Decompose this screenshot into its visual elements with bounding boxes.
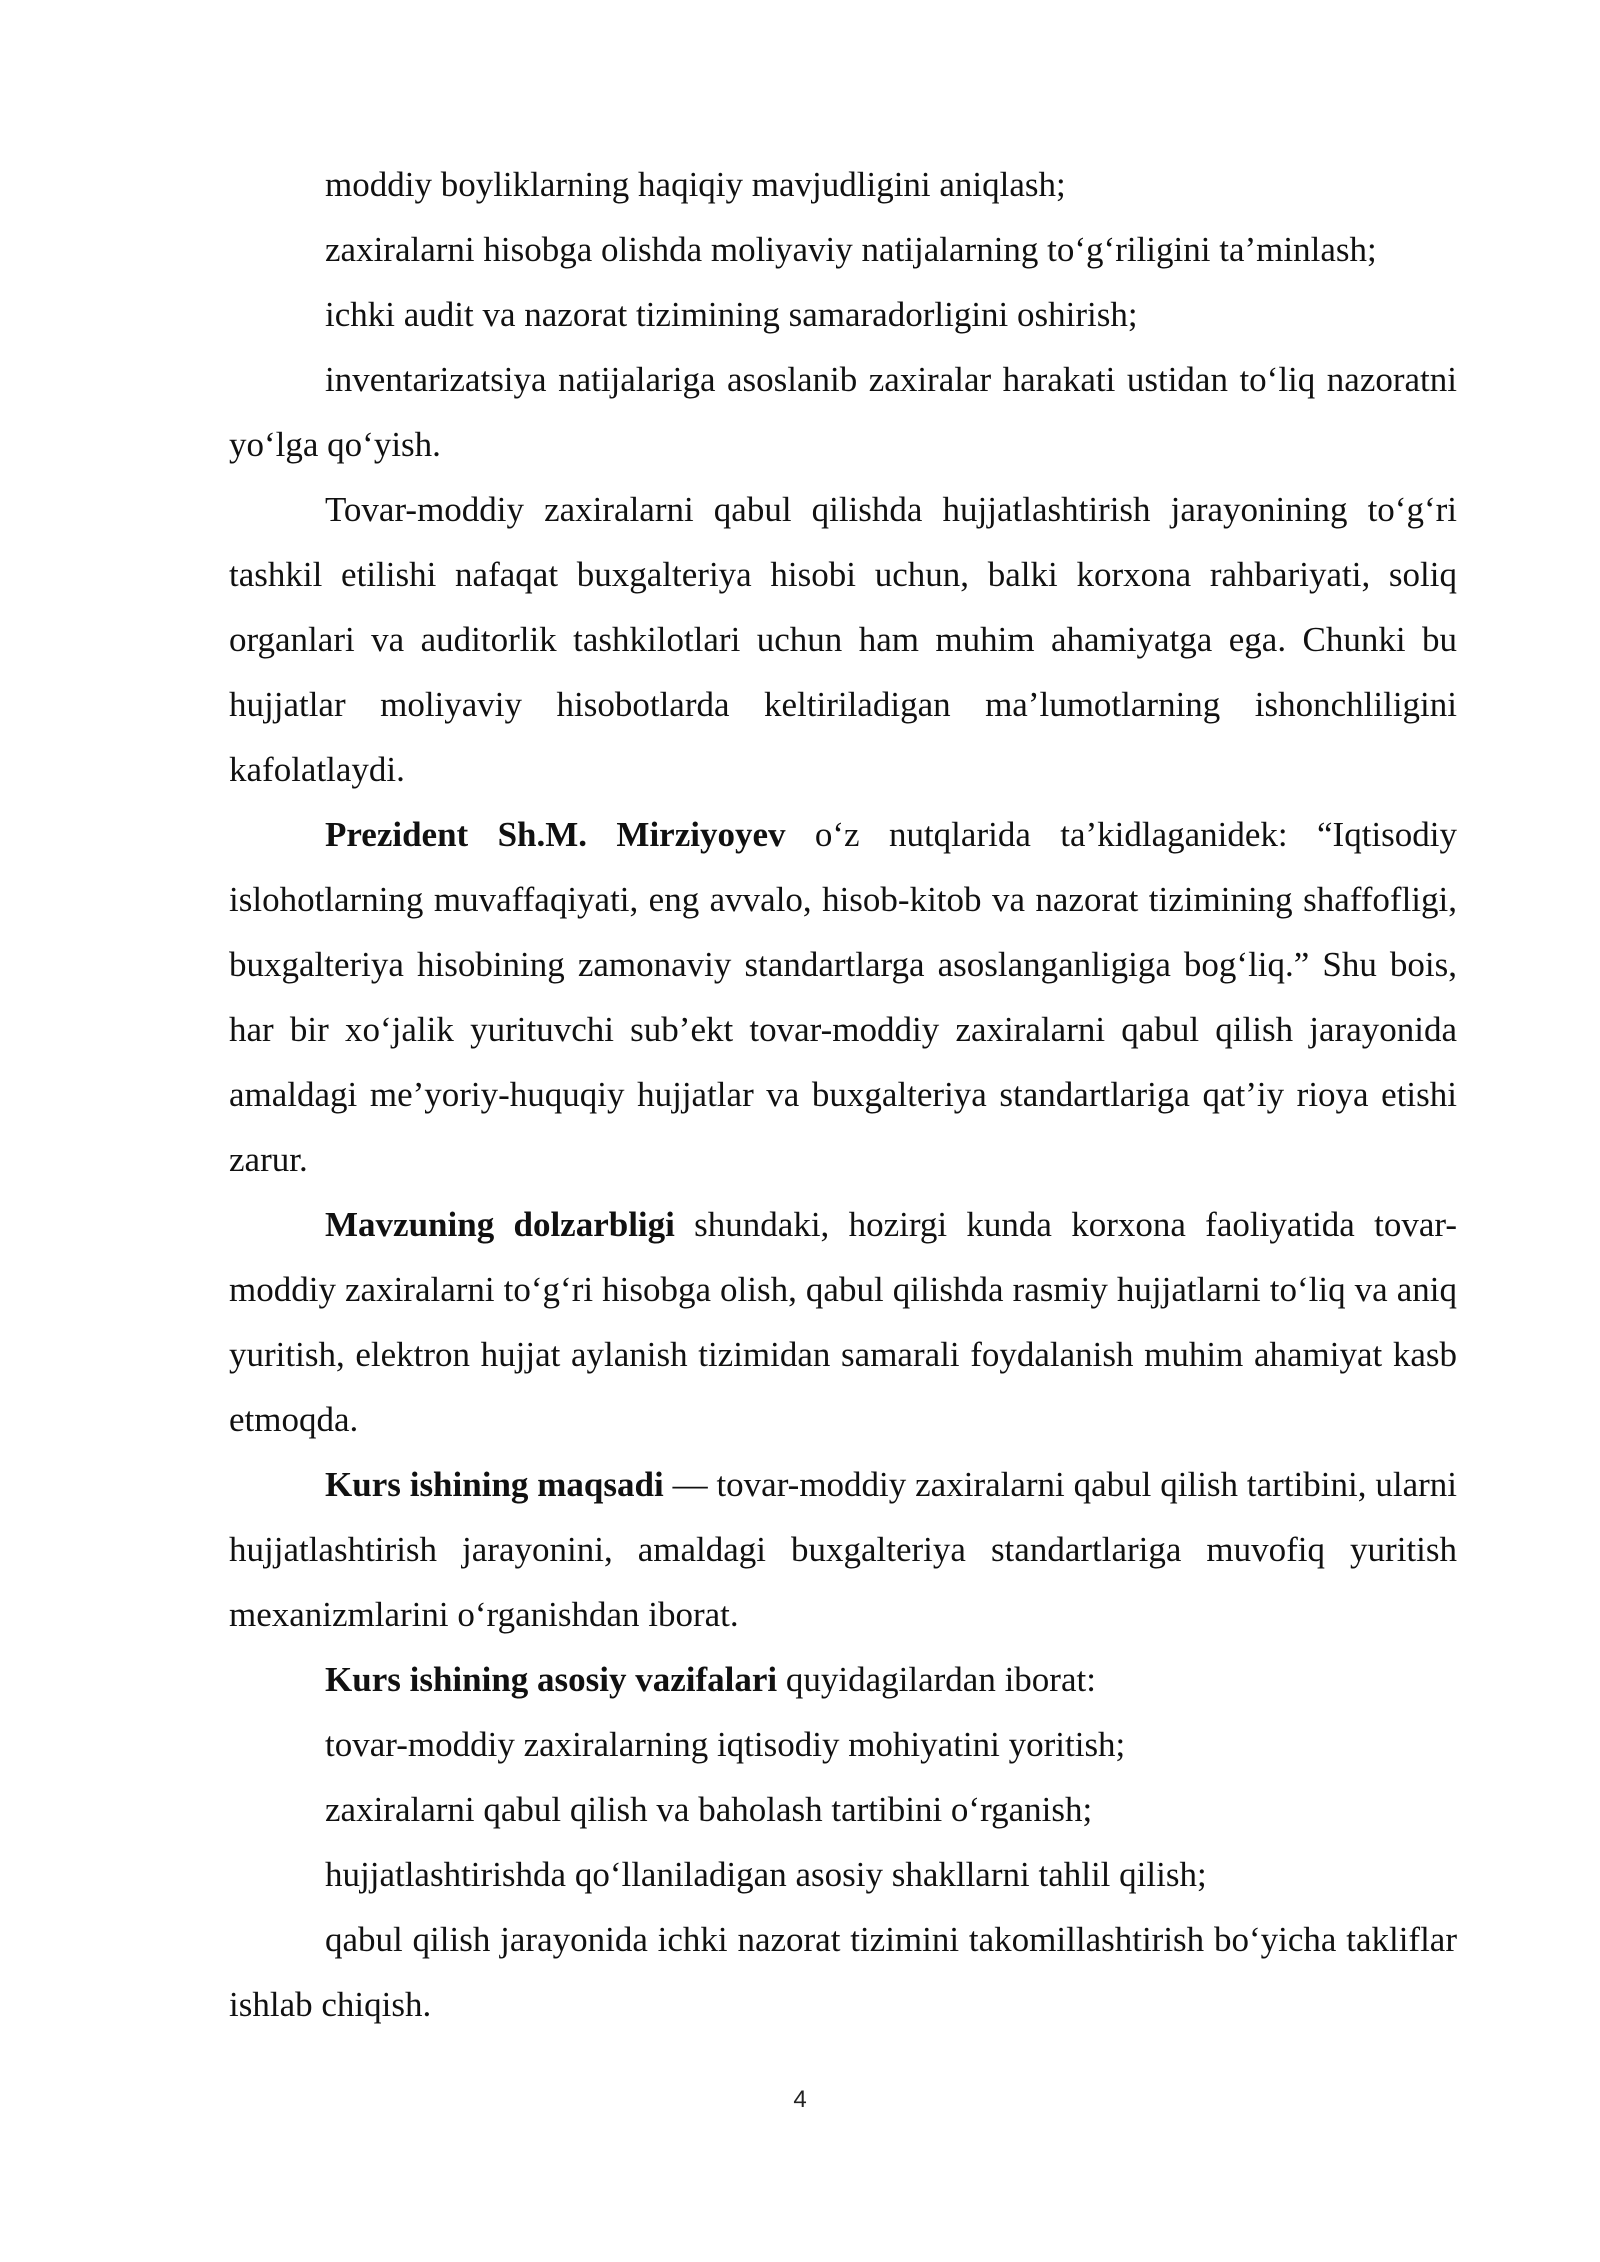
paragraph-text: quyidagilardan iborat: — [777, 1660, 1096, 1699]
list-item: moddiy boyliklarning haqiqiy mavjudligini aniqlash; — [325, 165, 1066, 204]
page-number: 4 — [793, 2086, 807, 2113]
paragraph-text: — tovar-moddiy zaxiralarni qabul qilish tartibini, ularni hujjatlashtirish jarayonini, amaldagi buxgalteriya standartlariga muvofiq yuritish mexanizmlarini o‘rganishdan iborat. — [229, 1465, 1457, 1634]
list-item: qabul qilish jarayonida ichki nazorat tizimini takomillashtirish bo‘yicha takliflar ishlab chiqish. — [229, 1920, 1457, 2024]
paragraph-tasks — [229, 1647, 1457, 1712]
list-item: tovar-moddiy zaxiralarning iqtisodiy mohiyatini yoritish; — [325, 1725, 1126, 1764]
list-item: ichki audit va nazorat tizimining samaradorligini oshirish; — [325, 295, 1138, 334]
paragraph-text: o‘z nutqlarida ta’kidlaganidek: “Iqtisodiy islohotlarning muvaffaqiyati, eng avvalo, hisob-kitob va nazorat tizimining shaffofligi, buxgalteriya hisobining zamonaviy standartlarga asoslanganligiga bog‘liq.” Shu bois, har bir xo‘jalik yurituvchi sub’ekt tovar-moddiy zaxiralarni qabul qilish jarayonida amaldagi me’yoriy-huquqiy hujjatlar va buxgalteriya standartlariga qat’iy rioya etishi zarur. — [229, 815, 1458, 1179]
list-item: hujjatlashtirishda qo‘llaniladigan asosiy shakllarni tahlil qilish; — [325, 1855, 1207, 1894]
paragraph-documentation: Tovar-moddiy zaxiralarni qabul qilishda hujjatlashtirish jarayonining to‘g‘ri tashkil etilishi nafaqat buxgalteriya hisobi uchun, balki korxona rahbariyati, soliq organlari va auditorlik tashkilotlari uchun ham muhim ahamiyatga ega. Chunki bu hujjatlar moliyaviy hisobotlarda keltiriladigan ma’lumotlarning ishonchliligini kafolatlaydi. — [229, 490, 1457, 789]
paragraph-relevance — [229, 1192, 1457, 1452]
bold-lead: Prezident Sh.M. Mirziyoyev — [325, 815, 786, 854]
list-item: zaxiralarni hisobga olishda moliyaviy natijalarning to‘g‘riligini ta’minlash; — [325, 230, 1377, 269]
list-item: zaxiralarni qabul qilish va baholash tartibini o‘rganish; — [325, 1790, 1093, 1829]
bold-lead: Mavzuning dolzarbligi — [325, 1205, 675, 1244]
bold-lead: Kurs ishining asosiy vazifalari — [325, 1660, 778, 1699]
paragraph-goal — [229, 1452, 1457, 1647]
paragraph-text: shundaki, hozirgi kunda korxona faoliyatida tovar-moddiy zaxiralarni to‘g‘ri hisobga olish, qabul qilishda rasmiy hujjatlarni to‘liq va aniq yuritish, elektron hujjat aylanish tizimidan samarali foydalanish muhim ahamiyat kasb etmoqda. — [229, 1205, 1457, 1439]
document-page — [229, 152, 1457, 2037]
paragraph-president — [229, 802, 1457, 1192]
bold-lead: Kurs ishining maqsadi — [325, 1465, 664, 1504]
list-item: inventarizatsiya natijalariga asoslanib zaxiralar harakati ustidan to‘liq nazoratni yo‘lga qo‘yish. — [229, 360, 1457, 464]
